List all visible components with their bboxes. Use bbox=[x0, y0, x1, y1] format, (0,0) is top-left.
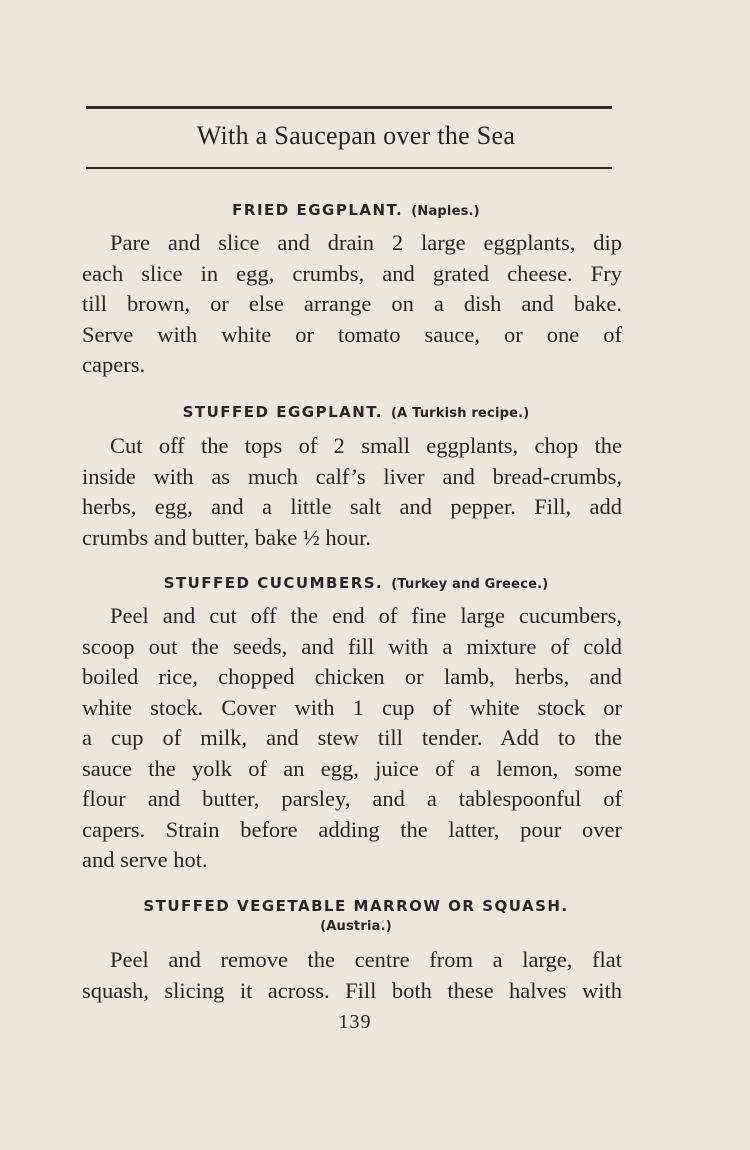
text-line: sauce the yolk of an egg, juice of a lemon, some bbox=[82, 755, 622, 781]
text-line: scoop out the seeds, and fill with a mixture of cold bbox=[82, 633, 622, 659]
text-line: Peel and cut off the end of fine large cucumbers, bbox=[110, 603, 622, 628]
recipe-title: STUFFED EGGPLANT. bbox=[182, 403, 383, 421]
recipe-origin: (A Turkish recipe.) bbox=[390, 406, 530, 421]
text-line: and serve hot. bbox=[82, 847, 208, 872]
text-line: capers. bbox=[82, 352, 146, 377]
text-line: squash, slicing it across. Fill both these halves with bbox=[82, 977, 622, 1003]
recipe-title: FRIED EGGPLANT. bbox=[232, 201, 404, 219]
text-line: till brown, or else arrange on a dish and bake. bbox=[82, 291, 622, 316]
recipe-heading bbox=[82, 403, 630, 421]
text-line: a cup of milk, and stew till tender. Add to the bbox=[82, 725, 622, 750]
text-line: each slice in egg, crumbs, and grated cheese. Fry bbox=[82, 260, 622, 286]
page-number: 139 bbox=[338, 1011, 372, 1033]
header-rule-top bbox=[86, 106, 612, 109]
recipe-text bbox=[82, 228, 622, 381]
recipe-heading bbox=[82, 897, 630, 915]
header-rule-bottom bbox=[86, 167, 612, 169]
recipe-heading bbox=[82, 201, 630, 219]
text-line: crumbs and butter, bake ½ hour. bbox=[82, 524, 372, 550]
text-line: Peel and remove the centre from a large, flat bbox=[110, 947, 622, 972]
text-line: boiled rice, chopped chicken or lamb, herbs, and bbox=[82, 664, 622, 689]
recipe-title: STUFFED CUCUMBERS. bbox=[163, 574, 384, 592]
recipe-text bbox=[82, 431, 622, 553]
text-line: flour and butter, parsley, and a tablespoonful of bbox=[82, 786, 622, 811]
text-line: inside with as much calf’s liver and bread-crumbs, bbox=[82, 463, 622, 489]
running-head: With a Saucepan over the Sea bbox=[196, 121, 516, 150]
recipe-origin: (Naples.) bbox=[411, 204, 480, 219]
text-line: Cut off the tops of 2 small eggplants, chop the bbox=[110, 433, 622, 458]
recipe-heading bbox=[82, 574, 630, 592]
text-line: Pare and slice and drain 2 large eggplants, dip bbox=[110, 230, 622, 255]
text-line: white stock. Cover with 1 cup of white stock or bbox=[82, 694, 622, 720]
text-line: Serve with white or tomato sauce, or one of bbox=[82, 321, 622, 347]
recipe-title: STUFFED VEGETABLE MARROW OR SQUASH. bbox=[143, 897, 569, 915]
text-line: capers. Strain before adding the latter, pour over bbox=[82, 816, 622, 842]
recipe-origin: (Turkey and Greece.) bbox=[391, 577, 549, 592]
recipe-text bbox=[82, 945, 622, 1006]
recipe-origin: (Austria.) bbox=[320, 919, 392, 934]
text-line: herbs, egg, and a little salt and pepper. Fill, add bbox=[82, 494, 622, 519]
recipe-text bbox=[82, 601, 622, 876]
